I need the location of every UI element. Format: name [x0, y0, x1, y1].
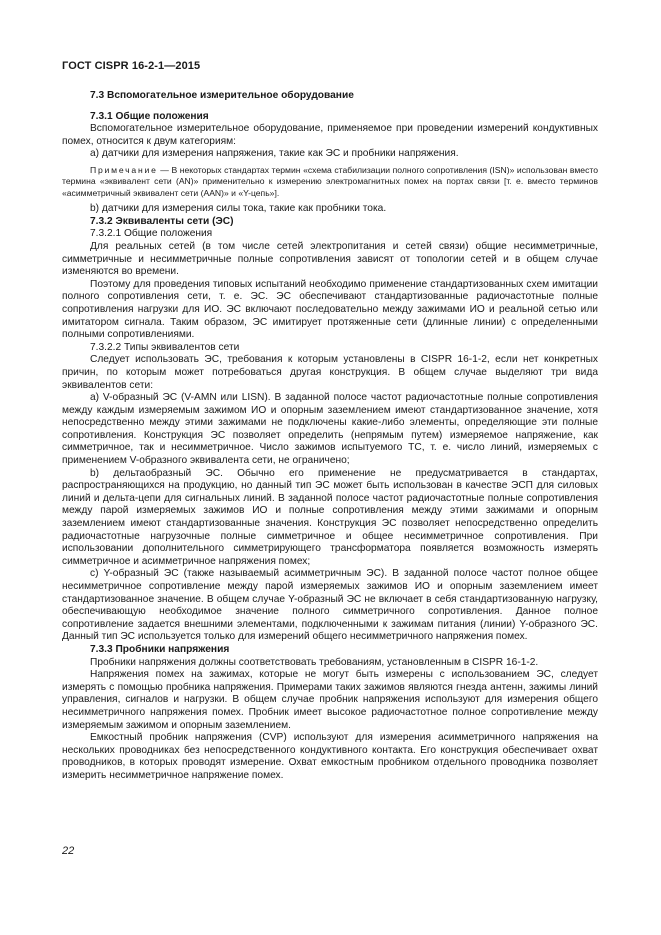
note-paragraph — [62, 165, 598, 199]
list-item-b: b) датчики для измерения силы тока, такие как пробники тока. — [90, 203, 387, 215]
list-item-c: с) Y-образный ЭС (также называемый асимметричным ЭС). В заданной полосе частот полное общее несимметричное сопротивление между парой измеряемых зажимов ИО и опорным заземлением имеет стандартизованное значение. В общем случае Y-образный ЭС не включает в себя стандартизованную нагрузку, обеспечивающую необходимое значение полного симметричного сопротивления. Данное полное сопротивление задается внешними элементами, подключенными к зажимам питания (линии) Y-образного ЭС. Данный тип ЭС используется только для измерений общего несимметричного напряжения помех. — [62, 568, 598, 643]
paragraph: Емкостный пробник напряжения (CVP) используют для измерения асимметричного напряжения на нескольких проводниках без непосредственного кондуктивного контакта. Его конструкция обеспечивает охват проводников, в которых проводят измерение. Охват емкостным пробником отдельного проводника позволяет измерить несимметричное напряжение помех. — [62, 732, 598, 781]
section-heading-7-3-1: 7.3.1 Общие положения — [90, 110, 209, 122]
note-label: Примечание — [90, 164, 158, 175]
subsection-heading-7-3-2-2: 7.3.2.2 Типы эквивалентов сети — [90, 341, 240, 353]
page-number: 22 — [62, 845, 75, 857]
subsection-heading-7-3-2-1: 7.3.2.1 Общие положения — [90, 228, 213, 240]
section-heading-7-3-2: 7.3.2 Эквиваленты сети (ЭС) — [90, 215, 234, 227]
paragraph: Для реальных сетей (в том числе сетей электропитания и сетей связи) общие несимметричные, симметричные и несимметричные полные сопротивления зависят от топологии сетей и в общем случае изменяются во времени. — [62, 240, 598, 278]
list-item-a: а) датчики для измерения напряжения, такие как ЭС и пробники напряжения. — [90, 148, 459, 160]
paragraph: Пробники напряжения должны соответствовать требованиям, установленным в CISPR 16-1-2. — [90, 656, 539, 668]
document-body — [62, 90, 598, 783]
list-item-a: а) V-образный ЭС (V-AMN или LISN). В заданной полосе частот радиочастотные полные сопротивления между каждым измеряемым зажимом ИО и опорным заземлением имеют стандартизованное значение, хотя непосредственно между этими зажимами не подключены какие-либо элементы, определяющие эти полные сопротивления. Конструкция ЭС позволяет определить (непрямым путем) измеряемое напряжение, как симметричное, так и несимметричное. Число зажимов испытуемого ТС, т. е. число линий, измеряемых с применением V-образного эквивалента сети, не ограничено; — [62, 392, 598, 467]
section-heading-7-3: 7.3 Вспомогательное измерительное оборудование — [90, 90, 354, 101]
paragraph: Вспомогательное измерительное оборудование, применяемое при проведении измерений кондуктивных помех, относится к двум категориям: — [62, 123, 598, 147]
list-item-b: b) дельтаобразный ЭС. Обычно его применение не предусматривается в стандартах, распространяющихся на продукцию, но данный тип ЭС может быть использован в качестве ЭСП для силовых линий и дельта-цепи для сигнальных линий. В заданной полосе частот радиочастотные полные сопротивления между парой измеряемых зажимов ИО и полные сопротивления между этими зажимами и опорным заземлением имеют стандартизованные значения. Конструкция ЭС позволяет непосредственно определить радиочастотные нагрузочные полные симметричное и общее несимметричное сопротивления. При использовании дополнительного симметрирующего трансформатора появляется возможность измерять симметричное и асимметричное напряжения помех; — [62, 467, 598, 567]
note-text: — В некоторых стандартах термин «схема стабилизации полного сопротивления (ISN)» использован вместо термина «эквивалент сети (AN)» применительно к измерению электромагнитных помех на портах связи [т. е. вместо терминов «асимметричный эквивалент сети (AAN)» и «Y-цепь»]. — [62, 164, 598, 198]
paragraph: Напряжения помех на зажимах, которые не могут быть измерены с использованием ЭС, следует измерять с помощью пробника напряжения. Примерами таких зажимов являются гнезда антенн, зажимы линий управления, сигналов и нагрузки. В общем случае пробник напряжения используют для измерения общего несимметричного напряжения помех. Пробник имеет высокое радиочастотное полное сопротивление между измеряемым зажимом и опорным заземлением. — [62, 669, 598, 731]
section-heading-7-3-3: 7.3.3 Пробники напряжения — [90, 643, 230, 655]
document-header: ГОСТ CISPR 16-2-1—2015 — [62, 60, 201, 72]
paragraph: Поэтому для проведения типовых испытаний необходимо применение стандартизованных схем имитации полного сопротивления сети, т. е. ЭС. ЭС обеспечивают стандартизованные радиочастотные полные сопротивления нагрузки для ИО. ЭС включают последовательно между зажимами ИО и реальной сетью или имитатором сигнала. Таким образом, ЭС имитирует протяженные сети (длинные линии) с определенными полными сопротивлениями. — [62, 278, 598, 341]
paragraph: Следует использовать ЭС, требования к которым установлены в CISPR 16-1-2, если нет конкретных причин, по которым может потребоваться другая конструкция. В общем случае выделяют три вида эквивалентов сети: — [62, 354, 598, 391]
